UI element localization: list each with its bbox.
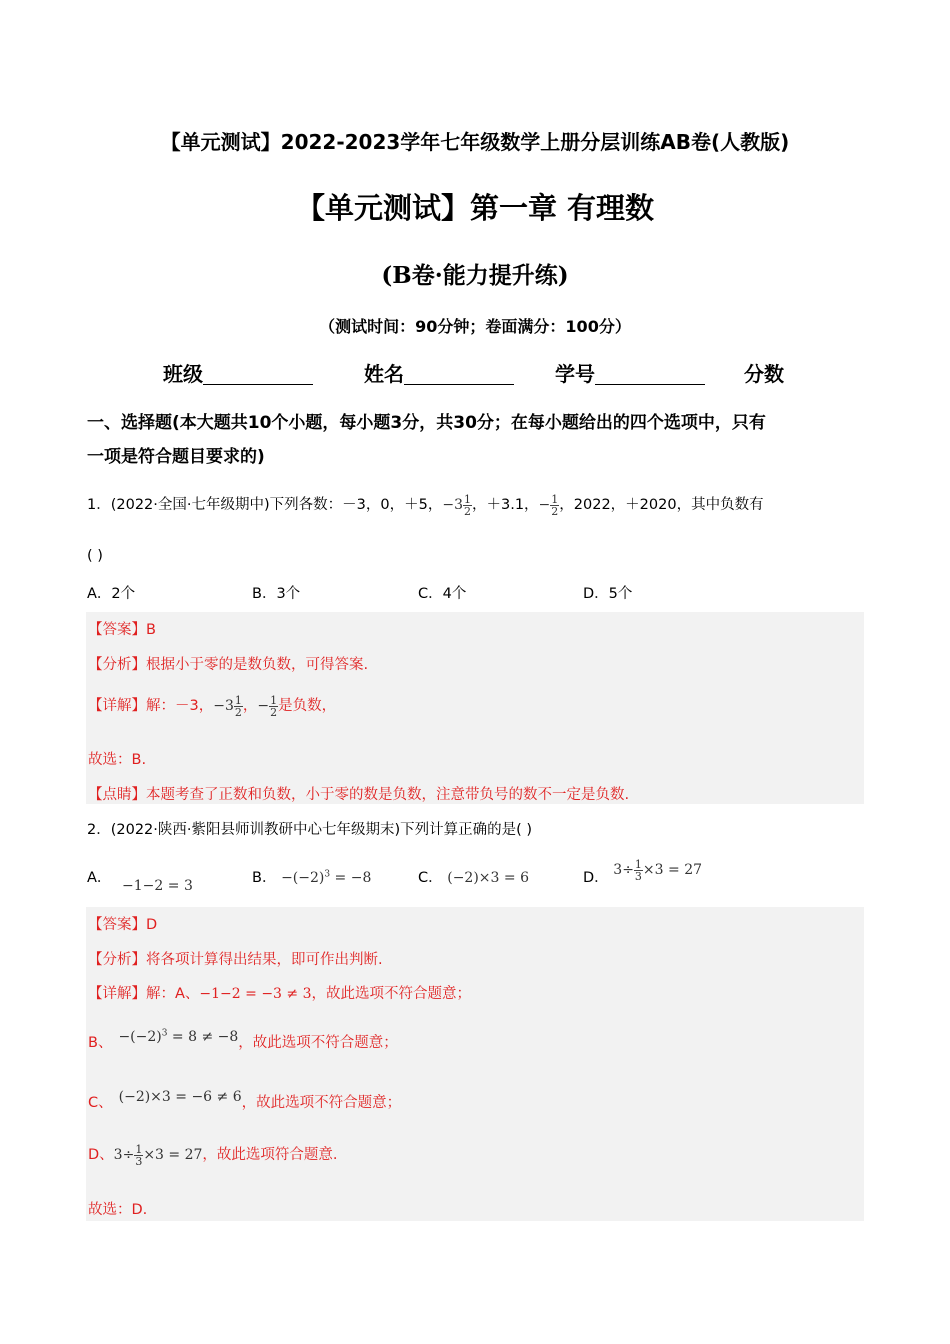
q1-option-d: D．5个 [583, 586, 633, 602]
name-field [364, 358, 514, 387]
q2-option-a-math: −1−2 = 3 [122, 878, 193, 894]
q2-detail-b-post: ，故此选项不符合题意； [238, 1035, 398, 1051]
q1-stem-b: ，＋3.1， [471, 497, 539, 513]
q2-detail-a [88, 982, 471, 1003]
q2-option-b-label: B． [252, 870, 277, 886]
q2-detail-d-post: ，故此选项符合题意. [202, 1147, 338, 1163]
q2-detail-b-pre: −(−2) [118, 1029, 162, 1045]
q2-option-d-num: 1 [634, 857, 642, 871]
q1-analysis-text: 根据小于零的是数负数，可得答案. [146, 657, 369, 673]
q1-analysis [88, 653, 368, 674]
q2-option-c-math: (−2)×3 = 6 [447, 870, 529, 886]
q2-detail-d-pre: 3÷ [113, 1147, 135, 1163]
q1-stem [87, 493, 764, 517]
score-label: 分数 [744, 362, 784, 386]
q1-detail [88, 694, 336, 718]
q1-detail-frac2 [269, 695, 278, 718]
q2-option-b-exp: 3 [324, 869, 331, 880]
id-label: 学号 [555, 362, 595, 386]
q1-detail-whole: −3 [213, 698, 234, 714]
name-label: 姓名 [364, 362, 404, 386]
q1-detail-mixed [213, 693, 243, 719]
q1-detail-b: 是负数， [278, 698, 337, 714]
q1-detail-frac1-den: 2 [234, 705, 242, 719]
q1-mixed-whole: −3 [442, 497, 463, 513]
q2-choose: 故选：D. [88, 1202, 148, 1218]
q2-detail-b-post-math: = 8 ≠ −8 [167, 1029, 239, 1045]
q2-detail-d-den: 3 [135, 1154, 143, 1168]
q2-answer-box [86, 907, 864, 1221]
q1-detail-frac2-den: 2 [270, 705, 278, 719]
q1-option-c: C．4个 [418, 586, 467, 602]
section-heading-line1: 一、选择题(本大题共10个小题，每小题3分，共30分；在每小题给出的四个选项中，只有 [87, 413, 766, 433]
q2-stem: 2．(2022·陕西·紫阳县师训教研中心七年级期末)下列计算正确的是( ) [87, 822, 533, 838]
q2-detail-c-math: (−2)×3 = −6 ≠ 6 [118, 1089, 242, 1105]
q2-option-a [87, 866, 193, 894]
q1-detail-a: 解：－3， [146, 698, 214, 714]
q2-option-b-math [281, 870, 371, 886]
q1-detail-neg-sign: − [257, 698, 270, 714]
q2-analysis-label: 【分析】 [88, 952, 146, 968]
q1-comment-text: 本题考查了正数和负数，小于零的数是负数，注意带负号的数不一定是负数. [146, 787, 630, 803]
q1-fraction-1 [463, 494, 472, 517]
q2-option-d-label: D． [583, 870, 609, 886]
q2-detail-b-math [118, 1029, 238, 1045]
class-blank [203, 364, 313, 385]
q2-detail-c [88, 1085, 402, 1111]
q1-mixed-number [442, 492, 472, 518]
q1-paren: ( ) [87, 548, 103, 564]
q1-frac1-den: 2 [463, 504, 471, 518]
id-blank [595, 364, 705, 385]
q2-option-d [583, 857, 703, 886]
q1-neg-fraction [538, 492, 560, 518]
q1-neg-sign: − [538, 497, 551, 513]
q1-answer: 【答案】B [88, 622, 156, 638]
q1-detail-frac1-num: 1 [234, 693, 242, 707]
q2-option-c-label: C． [418, 870, 443, 886]
q2-detail-d [88, 1143, 338, 1167]
q1-analysis-label: 【分析】 [88, 657, 146, 673]
q2-detail-a-post: ，故此选项不符合题意； [311, 986, 472, 1002]
q2-option-d-frac [634, 859, 643, 882]
q1-detail-label: 【详解】 [88, 698, 146, 714]
chapter-title: 【单元测试】第一章 有理数 [295, 191, 655, 225]
id-field [555, 358, 705, 387]
q2-option-c [418, 866, 529, 887]
q2-detail-b-label: B、 [88, 1035, 113, 1051]
score-field [744, 358, 784, 387]
q2-option-a-label: A． [87, 870, 112, 886]
q2-detail-c-label: C、 [88, 1095, 113, 1111]
q2-detail-a-pre: 解：A、 [146, 986, 200, 1002]
class-field [163, 358, 313, 387]
q1-answer-box [86, 612, 864, 804]
q2-detail-d-math [113, 1142, 203, 1168]
q1-detail-neg [257, 693, 278, 719]
q1-comment [88, 783, 629, 804]
name-blank [404, 364, 514, 385]
q1-frac1-num: 1 [463, 492, 471, 506]
q1-frac2-den: 2 [551, 504, 559, 518]
q1-stem-a: 1．(2022·全国·七年级期中)下列各数：－3，0，＋5， [87, 497, 443, 513]
q1-detail-sep: ， [242, 698, 258, 714]
q1-comment-label: 【点睛】 [88, 787, 146, 803]
q2-option-d-pre: 3÷ [613, 862, 634, 878]
section-heading-line2: 一项是符合题目要求的) [87, 447, 265, 467]
q2-option-d-den: 3 [634, 869, 642, 883]
q2-detail-d-num: 1 [135, 1142, 143, 1156]
q2-analysis [88, 948, 383, 969]
q1-choose: 故选：B. [88, 752, 147, 768]
q2-option-d-post: ×3 = 27 [642, 862, 703, 878]
q2-option-b-pre: −(−2) [281, 870, 325, 886]
q2-option-b-post: = −8 [330, 870, 372, 886]
q1-stem-c: ，2022，＋2020，其中负数有 [559, 497, 764, 513]
q2-detail-b [88, 1025, 398, 1051]
q2-detail-b-exp: 3 [161, 1028, 168, 1039]
q2-detail-c-post: ，故此选项不符合题意； [241, 1095, 402, 1111]
q2-analysis-text: 将各项计算得出结果，即可作出判断. [146, 952, 383, 968]
volume-title: (B卷·能力提升练) [381, 262, 569, 289]
q1-frac2-num: 1 [551, 492, 559, 506]
q2-detail-d-frac [134, 1144, 143, 1167]
q2-detail-d-label: D、 [88, 1147, 114, 1163]
section-heading [87, 406, 872, 474]
series-title: 【单元测试】2022-2023学年七年级数学上册分层训练AB卷(人教版) [160, 130, 790, 154]
q2-detail-d-post-math: ×3 = 27 [143, 1147, 203, 1163]
q2-detail-label: 【详解】 [88, 986, 146, 1002]
q1-option-b: B．3个 [252, 586, 301, 602]
q1-detail-frac2-num: 1 [270, 693, 278, 707]
q1-option-a: A．2个 [87, 586, 136, 602]
q2-answer: 【答案】D [88, 917, 158, 933]
class-label: 班级 [163, 362, 203, 386]
q2-option-b [252, 866, 371, 887]
q1-detail-frac1 [234, 695, 243, 718]
time-info: （测试时间：90分钟；卷面满分：100分） [319, 317, 631, 336]
q2-option-d-math [613, 857, 703, 883]
q1-fraction-2 [550, 494, 559, 517]
q2-detail-a-math: −1−2 = −3 ≠ 3 [199, 986, 312, 1002]
